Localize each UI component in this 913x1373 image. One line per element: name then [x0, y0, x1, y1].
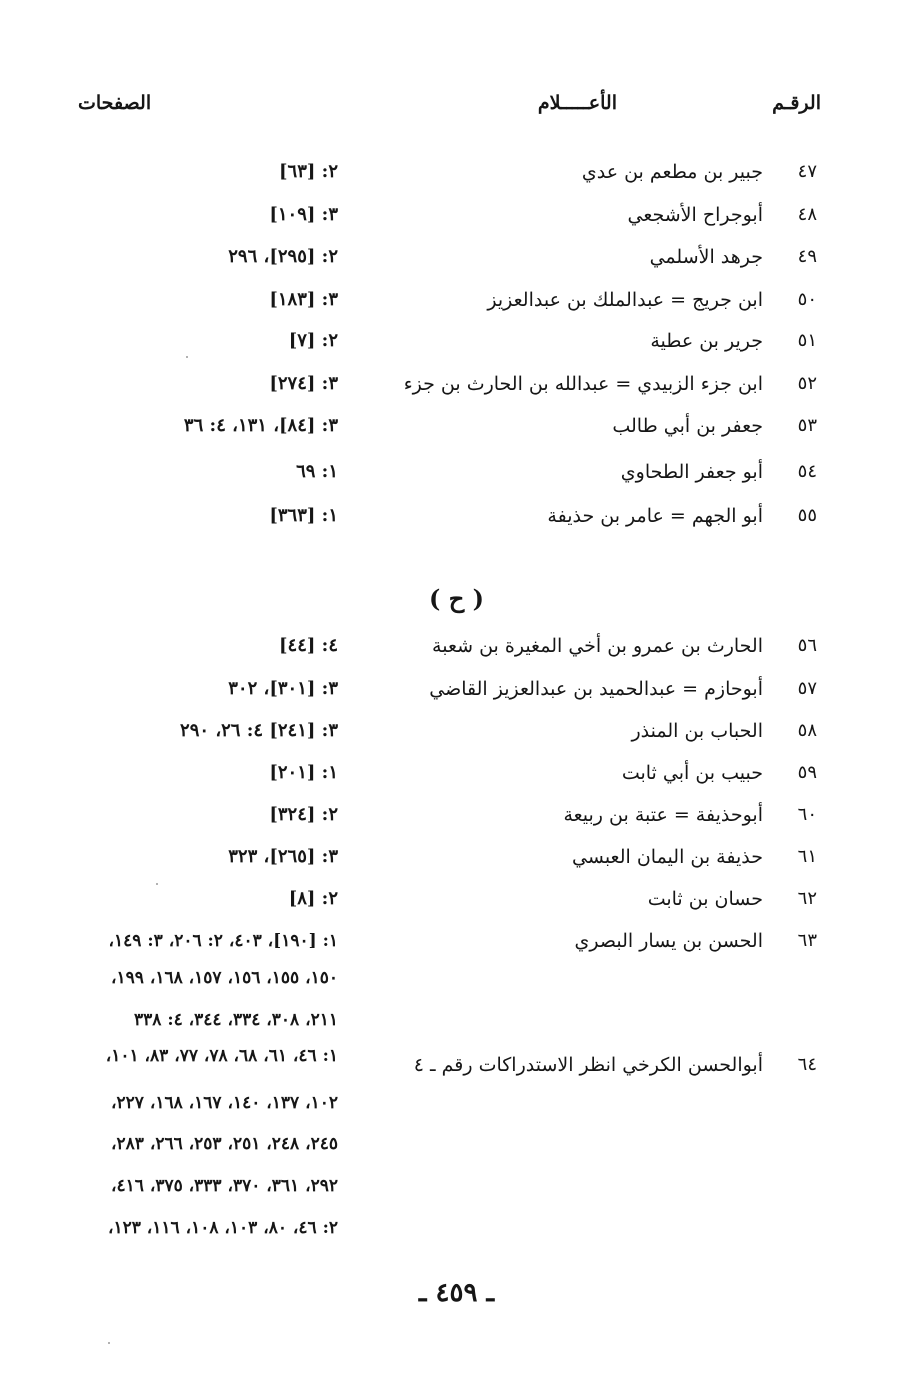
entry-number: ٥١ [797, 330, 817, 351]
entry-number: ٥٩ [797, 762, 817, 783]
entry-name: أبو الجهم = عامر بن حذيفة [547, 505, 763, 527]
entry-number: ٤٨ [797, 204, 817, 225]
index-entry [0, 195, 913, 235]
entry-pages: ١: [١٩٠]، ٤٠٣، ٢: ٢٠٦، ٣: ١٤٩، [108, 931, 338, 951]
column-header-names: الأعـــــلام [537, 92, 617, 114]
index-entry [0, 753, 913, 793]
entry-pages: ١: ٤٦، ٦١، ٦٨، ٧٨، ٧٧، ٨٣، ١٠١، [105, 1046, 338, 1066]
entry-pages-continuation: ٢٤٥، ٢٤٨، ٢٥١، ٢٥٣، ٢٦٦، ٢٨٣، [111, 1134, 338, 1154]
entry-name: ابن جريج = عبدالملك بن عبدالعزيز [487, 289, 763, 311]
index-entry [0, 237, 913, 277]
entry-name: الحارث بن عمرو بن أخي المغيرة بن شعبة [432, 635, 763, 657]
entry-pages: ٢: [٧] [288, 330, 338, 351]
entry-name: جبير بن مطعم بن عدي [581, 161, 763, 183]
entry-pages-continuation: ٢١١، ٣٠٨، ٣٣٤، ٣٤٤، ٤: ٣٣٨ [134, 1010, 338, 1030]
index-entry [0, 364, 913, 404]
index-entry [0, 406, 913, 446]
entry-pages-continuation: ٢: ٤٦، ٨٠، ١٠٣، ١٠٨، ١١٦، ١٢٣، [107, 1218, 338, 1238]
entry-name: حبيب بن أبي ثابت [621, 762, 763, 784]
index-entry [0, 669, 913, 709]
entry-name: حسان بن ثابت [647, 888, 763, 910]
entry-number: ٦٢ [797, 888, 817, 909]
entry-name: ابن جزء الزبيدي = عبدالله بن الحارث بن جزء [403, 373, 763, 395]
index-entry [0, 280, 913, 320]
entry-number: ٥٣ [797, 415, 817, 436]
entry-name: أبوجراح الأشجعي [627, 204, 763, 226]
scan-speck [108, 1342, 110, 1344]
entry-number: ٦٣ [797, 930, 817, 951]
entry-name: حذيفة بن اليمان العبسي [572, 846, 763, 868]
entry-number: ٤٧ [797, 161, 817, 182]
scan-speck [156, 883, 158, 885]
entry-number: ٤٩ [797, 246, 817, 267]
entry-number: ٦٤ [797, 1054, 817, 1075]
entry-pages: ١: [٣٦٣] [269, 505, 338, 526]
entry-pages: ٤: [٤٤] [279, 635, 338, 656]
entry-number: ٦٠ [797, 804, 817, 825]
index-entry [0, 321, 913, 361]
scan-speck [186, 356, 188, 358]
page-number: ـ ٤٥٩ ـ [418, 1278, 495, 1308]
entry-number: ٥٠ [797, 289, 817, 310]
index-entry [0, 626, 913, 666]
entry-name: الحسن بن يسار البصري [574, 930, 763, 952]
index-entry [0, 711, 913, 751]
index-entry [0, 837, 913, 877]
entry-pages: ٢: [٦٣] [279, 161, 338, 182]
entry-pages: ٣: [١٨٣] [269, 289, 338, 310]
index-entry [0, 496, 913, 536]
entry-number: ٥٨ [797, 720, 817, 741]
entry-number: ٦١ [797, 846, 817, 867]
column-header-pages: الصفحات [78, 92, 152, 114]
entry-pages: ٣: [٨٤]، ١٣١، ٤: ٣٦ [183, 415, 338, 436]
entry-pages-continuation: ١٥٠، ١٥٥، ١٥٦، ١٥٧، ١٦٨، ١٩٩، [111, 968, 338, 988]
entry-number: ٥٧ [797, 678, 817, 699]
entry-pages: ٢: [٣٢٤] [269, 804, 338, 825]
entry-name: الحباب بن المنذر [631, 720, 763, 742]
section-heading-ha: ( ح ) [429, 584, 484, 613]
index-entry [0, 152, 913, 192]
entry-pages: ٣: [٢٧٤] [269, 373, 338, 394]
entry-pages: ١: ٦٩ [296, 461, 338, 482]
entry-name: جرهد الأسلمي [649, 246, 763, 268]
entry-pages: ٣: [٢٤١] ٤: ٢٦، ٢٩٠ [180, 720, 338, 741]
column-header-number: الرقـم [772, 92, 821, 114]
entry-number: ٥٦ [797, 635, 817, 656]
entry-pages: ٢: [٢٩٥]، ٢٩٦ [228, 246, 338, 267]
entry-number: ٥٤ [797, 461, 817, 482]
entry-pages: ٣: [٣٠١]، ٣٠٢ [228, 678, 338, 699]
entry-name: أبوحازم = عبدالحميد بن عبدالعزيز القاضي [429, 678, 763, 700]
index-entry [0, 452, 913, 492]
entry-name: جعفر بن أبي طالب [612, 415, 763, 437]
index-entry [0, 795, 913, 835]
entry-number: ٥٢ [797, 373, 817, 394]
entry-name: جرير بن عطية [650, 330, 763, 352]
entry-number: ٥٥ [797, 505, 817, 526]
entry-name: أبو جعفر الطحاوي [620, 461, 763, 483]
entry-pages-continuation: ٢٩٢، ٣٦١، ٣٧٠، ٣٣٣، ٣٧٥، ٤١٦، [111, 1176, 338, 1196]
entry-pages: ١: [٢٠١] [269, 762, 338, 783]
entry-pages: ٣: [٢٦٥]، ٣٢٣ [228, 846, 338, 867]
entry-name: أبوحذيفة = عتبة بن ربيعة [563, 804, 763, 826]
entry-pages: ٣: [١٠٩] [269, 204, 338, 225]
entry-name: أبوالحسن الكرخي انظر الاستدراكات رقم ـ ٤ [413, 1054, 763, 1076]
entry-pages-continuation: ١٠٢، ١٣٧، ١٤٠، ١٦٧، ١٦٨، ٢٢٧، [111, 1093, 338, 1113]
entry-pages: ٢: [٨] [288, 888, 338, 909]
index-entry [0, 879, 913, 919]
index-entry [0, 921, 913, 961]
